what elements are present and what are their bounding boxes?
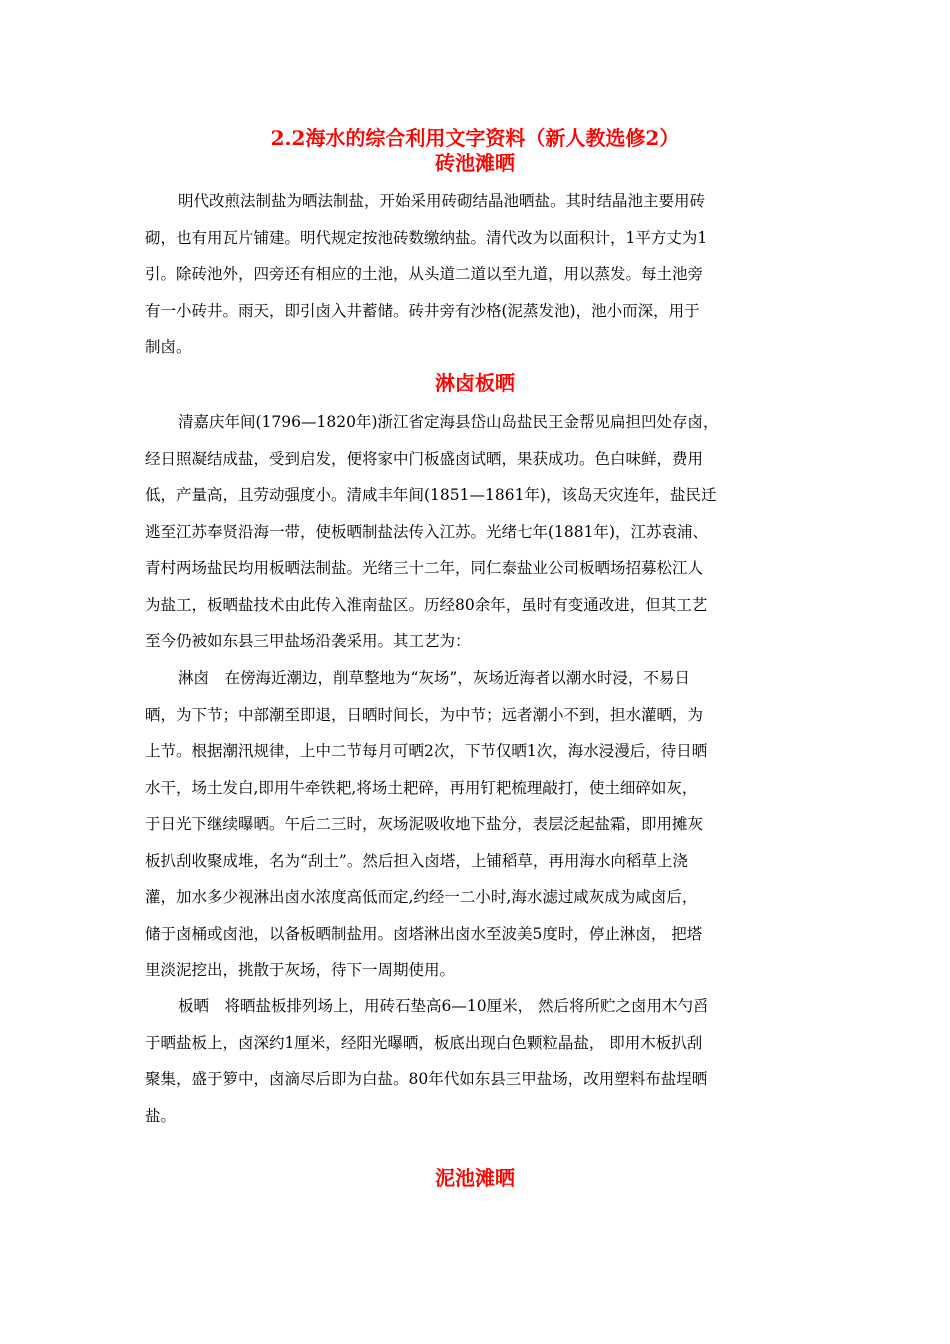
section-heading-mud-pool: 泥池滩晒 bbox=[435, 1166, 515, 1190]
text-line: 砌，也有用瓦片铺建。明代规定按池砖数缴纳盐。清代改为以面积计，1平方丈为1 bbox=[145, 228, 708, 247]
paragraph bbox=[145, 404, 765, 660]
section-heading-brine-board: 淋卤板晒 bbox=[435, 371, 515, 395]
document-title: 2.2海水的综合利用文字资料（新人教选修2） bbox=[270, 126, 680, 150]
text-line: 上节。根据潮汛规律，上中二节每月可晒2次，下节仅晒1次，海水浸漫后，待日晒 bbox=[145, 742, 708, 760]
text-line: 淋卤 在傍海近潮边，削草整地为“灰场”，灰场近海者以潮水时浸，不易日 bbox=[178, 669, 690, 687]
text-line: 清嘉庆年间(1796—1820年)浙江省定海县岱山岛盐民王金帮见扁担凹处存卤， bbox=[178, 413, 719, 431]
paragraph bbox=[145, 988, 765, 1134]
text-line: 为盐工，板晒盐技术由此传入淮南盐区。历经80余年，虽时有变通改进，但其工艺 bbox=[145, 595, 708, 614]
text-line: 有一小砖井。雨天，即引卤入井蓄储。砖井旁有沙格(泥蒸发池)，池小而深，用于 bbox=[145, 301, 700, 320]
paragraph bbox=[145, 183, 765, 366]
text-line: 盐。 bbox=[145, 1106, 177, 1125]
text-line: 晒，为下节；中部潮至即退，日晒时间长，为中节；远者潮小不到，担水灌晒，为 bbox=[145, 705, 704, 724]
text-line: 于日光下继续曝晒。午后二三时，灰场泥吸收地下盐分，表层泛起盐霜，即用摊灰 bbox=[145, 815, 704, 833]
paragraph bbox=[145, 660, 765, 989]
text-line: 低，产量高，且劳动强度小。清咸丰年间(1851—1861年)，该岛天灾连年，盐民迁 bbox=[145, 486, 717, 504]
text-line: 于晒盐板上，卤深约1厘米，经阳光曝晒，板底出现白色颗粒晶盐， 即用木板扒刮 bbox=[145, 1033, 703, 1052]
text-line: 引。除砖池外，四旁还有相应的土池，从头道二道以至九道，用以蒸发。每土池旁 bbox=[145, 265, 704, 283]
section-heading-brick-pool: 砖池滩晒 bbox=[435, 151, 515, 175]
text-line: 板扒刮收聚成堆，名为“刮土”。然后担入卤塔，上铺稻草，再用海水向稻草上浇 bbox=[145, 851, 688, 870]
text-line: 板晒 将晒盐板排列场上，用砖石垫高6—10厘米， 然后将所贮之卤用木勺舀 bbox=[178, 997, 709, 1015]
text-line: 灌，加水多少视淋出卤水浓度高低而定,约经一二小时,海水滤过咸灰成为咸卤后， bbox=[145, 888, 698, 906]
text-line: 里淡泥挖出，挑散于灰场，待下一周期使用。 bbox=[145, 961, 456, 979]
text-line: 聚集，盛于箩中，卤滴尽后即为白盐。80年代如东县三甲盐场，改用塑料布盐埕晒 bbox=[145, 1070, 708, 1088]
text-line: 至今仍被如东县三甲盐场沿袭采用。其工艺为： bbox=[145, 632, 471, 650]
text-line: 储于卤桶或卤池，以备板晒制盐用。卤塔淋出卤水至波美5度时，停止淋卤， 把塔 bbox=[145, 924, 703, 943]
text-line: 逃至江苏奉贤沿海一带，使板晒制盐法传入江苏。光绪七年(1881年)，江苏袁浦、 bbox=[145, 522, 709, 541]
text-line: 明代改煎法制盐为晒法制盐，开始采用砖砌结晶池晒盐。其时结晶池主要用砖 bbox=[178, 192, 706, 210]
text-line: 经日照凝结成盐，受到启发，便将家中门板盛卤试晒，果获成功。色白味鲜，费用 bbox=[145, 449, 704, 468]
text-line: 青村两场盐民均用板晒法制盐。光绪三十二年，同仁泰盐业公司板晒场招募松江人 bbox=[145, 559, 704, 577]
text-line: 制卤。 bbox=[145, 338, 192, 356]
text-line: 水干，场土发白,即用牛牵铁耙,将场土耙碎，再用钉耙梳理敲打，使土细碎如灰， bbox=[145, 778, 698, 797]
